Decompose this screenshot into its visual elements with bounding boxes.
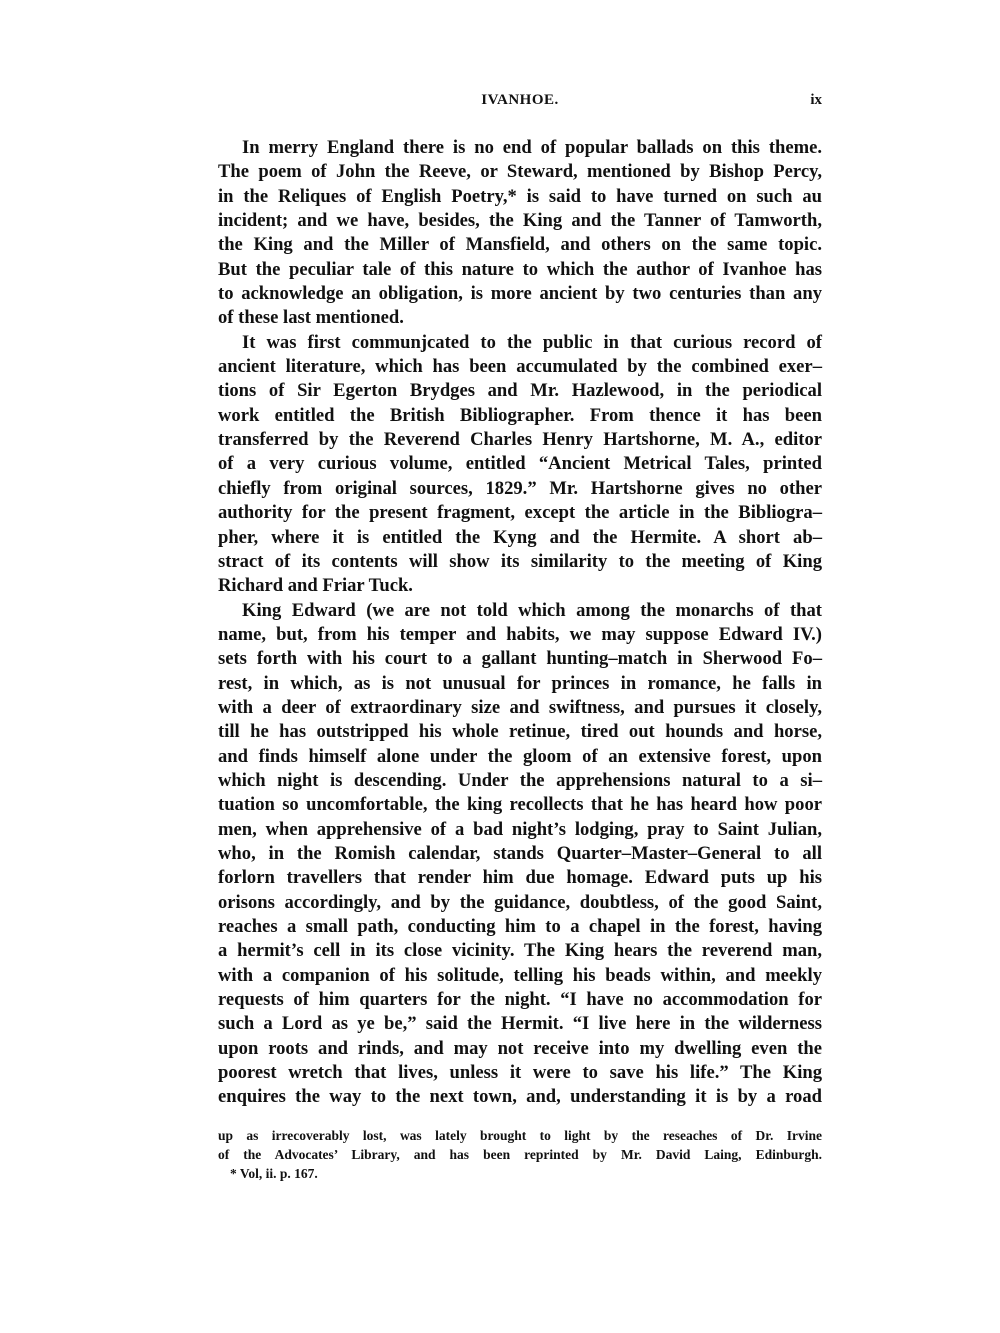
text-line: But the peculiar tale of this nature to which the author of Ivanhoe has (218, 258, 822, 280)
text-line: which night is descending. Under the apprehensions natural to a si– (218, 769, 822, 791)
text-line: pher, where it is entitled the Kyng and the Hermite. A short ab– (218, 526, 822, 548)
text-line: of a very curious volume, entitled “Ancient Metrical Tales, printed (218, 453, 822, 475)
text-line: forlorn travellers that render him due homage. Edward puts up his (218, 867, 822, 889)
text-line: a hermit’s cell in its close vicinity. The King hears the reverend man, (218, 940, 822, 962)
text-line: It was first communjcated to the public in that curious record of (242, 331, 822, 353)
text-line: men, when apprehensive of a bad night’s lodging, pray to Saint Julian, (218, 818, 822, 840)
text-line: In merry England there is no end of popular ballads on this theme. (242, 137, 822, 158)
text-line: authority for the present fragment, except the article in the Bibliogra– (218, 502, 822, 524)
page-number: ix (810, 92, 822, 108)
paragraph-2 (218, 331, 822, 599)
text-line: and finds himself alone under the gloom of an extensive forest, upon (218, 745, 822, 767)
footnote-line: of the Advocates’ Library, and has been reprinted by Mr. David Laing, Edinburgh. (218, 1147, 822, 1162)
text-line: chiefly from original sources, 1829.” Mr. Hartshorne gives no other (218, 477, 822, 499)
text-line: sets forth with his court to a gallant hunting–match in Sherwood Fo– (218, 648, 822, 670)
text-line: the King and the Miller of Mansfield, and others on the same topic. (218, 234, 822, 256)
text-line: orisons accordingly, and by the guidance, doubtless, of the good Saint, (218, 891, 822, 913)
running-head (218, 90, 822, 112)
running-title: IVANHOE. (481, 92, 559, 108)
text-line: requests of him quarters for the night. “I have no accommodation for (218, 989, 822, 1011)
text-line: in the Reliques of English Poetry,* is said to have turned on such au (218, 185, 822, 207)
text-line: name, but, from his temper and habits, we may suppose Edward IV.) (218, 623, 822, 645)
text-line: of these last mentioned. (218, 307, 404, 329)
text-line: tions of Sir Egerton Brydges and Mr. Hazlewood, in the periodical (218, 380, 822, 402)
footnote-line: up as irrecoverably lost, was lately brought to light by the reseaches of Dr. Irvine (218, 1128, 822, 1143)
text-line: who, in the Romish calendar, stands Quarter–Master–General to all (218, 842, 822, 864)
text-line: upon roots and rinds, and may not receive into my dwelling even the (218, 1037, 822, 1059)
text-line: enquires the way to the next town, and, understanding it is by a road (218, 1086, 822, 1108)
text-line: Richard and Friar Tuck. (218, 575, 413, 597)
text-line: to acknowledge an obligation, is more ancient by two centuries than any (218, 283, 822, 305)
body-text (218, 136, 822, 1110)
text-line: till he has outstripped his whole retinue, tired out hounds and horse, (218, 721, 822, 743)
paragraph-3 (218, 599, 822, 1110)
text-line: stract of its contents will show its similarity to the meeting of King (218, 550, 822, 572)
paragraph-1 (218, 136, 822, 331)
text-line: tuation so uncomfortable, the king recollects that he has heard how poor (218, 794, 822, 816)
text-line: such a Lord as ye be,” said the Hermit. “I live here in the wilderness (218, 1013, 822, 1035)
text-line: reaches a small path, conducting him to a chapel in the forest, having (218, 916, 822, 937)
footnote-line: * Vol, ii. p. 167. (230, 1166, 318, 1181)
text-line: The poem of John the Reeve, or Steward, mentioned by Bishop Percy, (218, 161, 822, 183)
text-line: ancient literature, which has been accumulated by the combined exer– (218, 356, 822, 378)
footnotes (218, 1126, 822, 1183)
text-line: with a deer of extraordinary size and swiftness, and pursues it closely, (218, 696, 822, 718)
text-line: incident; and we have, besides, the King and the Tanner of Tamworth, (218, 210, 822, 232)
text-line: King Edward (we are not told which among the monarchs of that (242, 599, 822, 621)
text-line: poorest wretch that lives, unless it were to save his life.” The King (218, 1062, 822, 1084)
text-line: work entitled the British Bibliographer. From thence it has been (218, 404, 822, 426)
text-line: transferred by the Reverend Charles Henry Hartshorne, M. A., editor (218, 429, 822, 451)
text-line: with a companion of his solitude, telling his beads within, and meekly (218, 964, 822, 986)
text-line: rest, in which, as is not unusual for princes in romance, he falls in (218, 672, 822, 694)
